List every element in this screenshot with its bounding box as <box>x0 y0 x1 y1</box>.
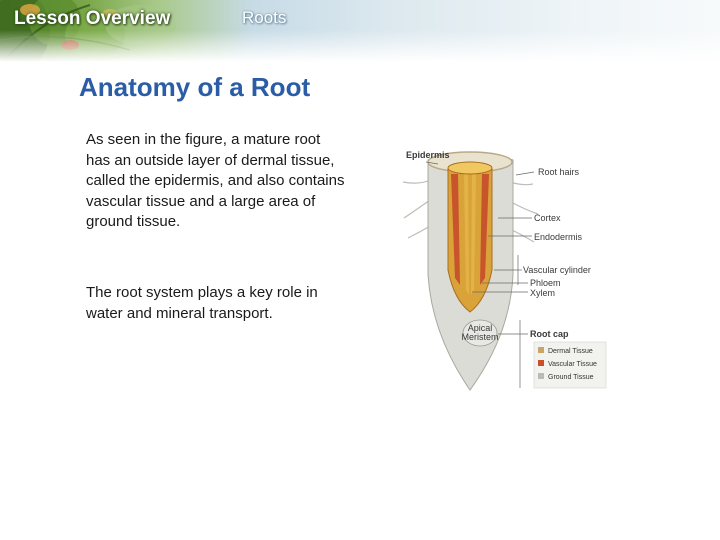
slide-heading: Anatomy of a Root <box>79 72 311 102</box>
label-root-cap: Root cap <box>530 329 569 339</box>
topic-title: Roots <box>242 8 287 27</box>
label-apical: Apical <box>467 323 493 333</box>
label-endodermis: Endodermis <box>534 232 583 242</box>
legend-swatch-ground <box>538 373 544 379</box>
label-vascular-cylinder: Vascular cylinder <box>523 265 591 275</box>
banner-fade <box>0 30 720 62</box>
legend-label-vascular: Vascular Tissue <box>548 361 597 368</box>
tissue-legend <box>534 342 606 388</box>
label-phloem: Phloem <box>530 278 561 288</box>
vascular-top <box>448 162 492 174</box>
root-anatomy-figure <box>398 140 613 395</box>
label-xylem: Xylem <box>530 288 556 298</box>
legend-label-dermal: Dermal Tissue <box>548 348 593 355</box>
header-banner <box>0 0 720 62</box>
label-epidermis: Epidermis <box>406 150 450 160</box>
lesson-title: Lesson Overview <box>14 8 171 29</box>
body-paragraph: The root system plays a key role in water and mineral transport. <box>86 284 318 322</box>
label-cortex: Cortex <box>534 213 561 223</box>
legend-swatch-vascular <box>538 360 544 366</box>
legend-swatch-dermal <box>538 347 544 353</box>
legend-label-ground: Ground Tissue <box>548 374 594 381</box>
label-meristem: Meristem <box>461 332 499 342</box>
body-paragraph: As seen in the figure, a mature root has an outside layer of dermal tissue, called the epidermis, and also contains vascular tissue and a large area of ground tissue. <box>86 131 345 230</box>
label-root-hairs: Root hairs <box>538 167 580 177</box>
